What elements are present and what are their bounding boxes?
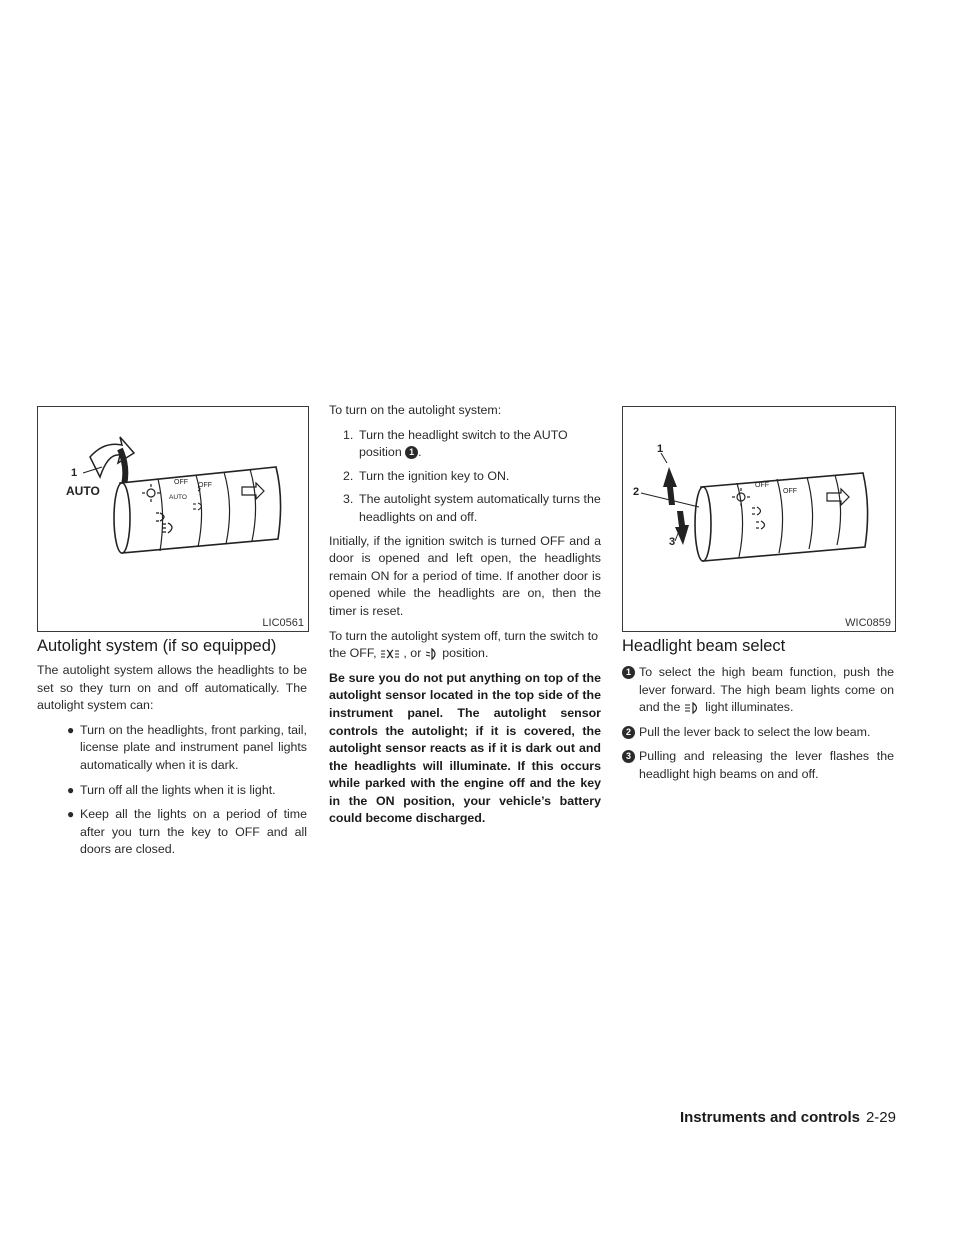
beam-step-1: 1 To select the high beam function, push the lever forward. The high beam lights come on and the light illuminates. [622, 664, 894, 717]
autolight-heading: Autolight system (if so equipped) [37, 637, 277, 655]
turn-on-column [329, 402, 601, 835]
autolight-intro: The autolight system allows the headlights to be set so they turn on and off automatically. The autolight system can: [37, 663, 307, 713]
auto-ring-label: AUTO [169, 494, 187, 501]
bullet-icon: ● [67, 782, 75, 797]
bullet-item: ● Turn off all the lights when it is light. [37, 782, 307, 800]
step-item: 2. Turn the ignition key to ON. [343, 468, 510, 483]
callout-1-badge: 1 [405, 446, 418, 459]
step-1-badge: 1 [622, 666, 635, 679]
autolight-switch-figure [37, 406, 309, 632]
step-item: 1. Turn the headlight switch to the AUTO position 1 . [343, 427, 568, 460]
step-item: 3. The autolight system automatically turns the headlights on and off. [343, 492, 601, 524]
off-label-1: OFF [174, 479, 188, 486]
page-number: 2-29 [865, 1109, 896, 1126]
off-label-1: OFF [755, 482, 769, 489]
turn-on-intro: To turn on the autolight system: [329, 403, 502, 417]
callout-1: 1 [71, 467, 78, 479]
autolight-column [37, 662, 307, 866]
timer-paragraph: Initially, if the ignition switch is turned OFF and a door is opened and left open, the headlights remain ON for a period of time. If another door is opened while the headlights are on, then the timer is reset. [329, 533, 601, 618]
page-footer [680, 1109, 896, 1126]
callout-2: 2 [633, 486, 640, 498]
warning-text: Be sure you do not put anything on top of the autolight sensor located in the top side of the instrument panel. The autolight sensor controls the autolight; if it is covered, the autolight sensor reacts as if it is dark out and the headlights will illuminate. If this occurs while parked with the engine off and the key in the ON position, your vehicle’s battery could become discharged. [329, 670, 601, 826]
headlight-switch-illustration [38, 407, 308, 631]
lever-body [120, 467, 281, 553]
beam-step-2: 2 Pull the lever back to select the low beam. [622, 724, 894, 742]
auto-label: AUTO [66, 484, 100, 498]
step-2-badge: 2 [622, 726, 635, 739]
high-beam-icon [684, 702, 702, 714]
parking-light-icon [380, 648, 400, 660]
beam-lever-illustration [623, 407, 895, 631]
low-beam-icon [425, 648, 439, 660]
callout-1: 1 [657, 443, 664, 455]
figure-code: LIC0561 [262, 617, 304, 629]
beam-select-column [622, 664, 894, 791]
figure-code: WIC0859 [845, 617, 891, 629]
off-label-2: OFF [198, 482, 212, 489]
back-arrow [675, 511, 689, 545]
bullet-item: ● Turn on the headlights, front parking, tail, license plate and instrument panel lights automatically when it is dark. [67, 722, 307, 772]
bullet-icon: ● [67, 807, 75, 822]
section-title: Instruments and controls [679, 1109, 860, 1126]
beam-select-figure [622, 406, 896, 632]
off-label-2: OFF [783, 488, 797, 495]
step-3-badge: 3 [622, 750, 635, 763]
turn-off-paragraph: To turn the autolight system off, turn the switch to the OFF, , or position. [329, 628, 599, 661]
bullet-item: ● Keep all the lights on a period of time after you turn the key to OFF and all doors are closed. [67, 807, 307, 857]
beam-step-3: 3 Pulling and releasing the lever flashes the headlight high beams on and off. [622, 748, 894, 783]
beam-select-heading: Headlight beam select [622, 637, 786, 655]
bullet-icon: ● [67, 722, 75, 737]
callout-3: 3 [669, 536, 676, 548]
